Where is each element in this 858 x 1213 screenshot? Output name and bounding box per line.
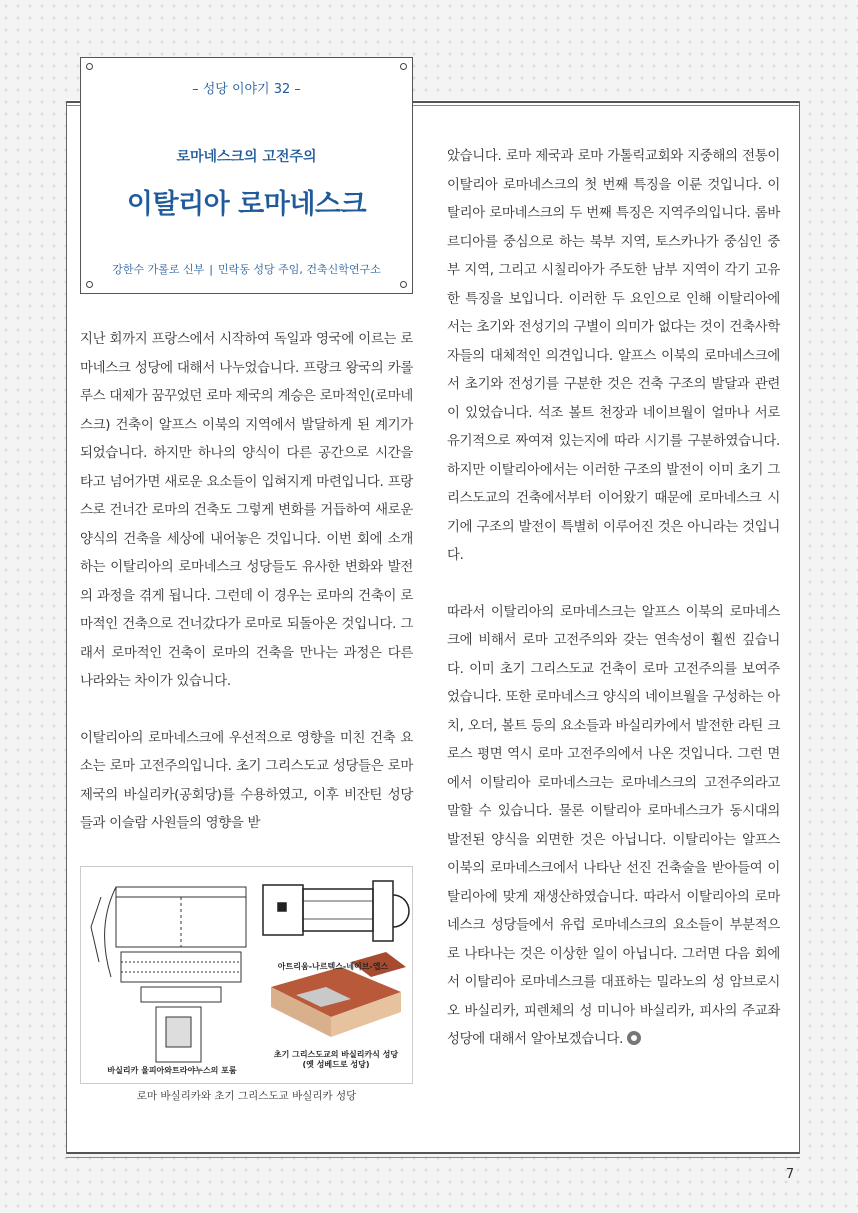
- corner-dot: [86, 63, 93, 70]
- body-paragraph: 지난 회까지 프랑스에서 시작하여 독일과 영국에 이르는 로마네스크 성당에 대해서 나누었습니다. 프랑크 왕국의 카롤루스 대제가 꿈꾸었던 로마 제국의 계승은 로마적인(로마네스크) 건축이 알프스 이북의 지역에서 발달하게 된 계기가 되었습니다. 하지만 하나의 양식이 다른 공간으로 시간을 타고 넘어가면 새로운 요소들이 입혀지게 마련입니다. 프랑스로 건너간 로마의 건축도 그렇게 변화를 거듭하여 새로운 양식의 건축을 세상에 내어놓은 것입니다. 이번 회에 소개하는 이탈리아의 로마네스크 성당들도 유사한 변화와 발전의 과정을 겪게 됩니다. 그런데 이 경우는 로마의 건축이 로마적인 건축으로 건너갔다가 로마로 되돌아온 것입니다. 그래서 로마적인 건축이 로마의 건축을 만나는 과정은 다른 나라와는 차이가 있습니다.: [80, 332, 413, 689]
- body-paragraph-final: [447, 599, 780, 1055]
- render-label-line1: 초기 그리스도교의 바실리카식 성당: [273, 1050, 399, 1059]
- body-paragraph: 았습니다. 로마 제국과 로마 가톨릭교회와 지중해의 전통이 이탈리아 로마네스크의 첫 번째 특징을 이룬 것입니다. 이탈리아 로마네스크의 두 번째 특징은 지역주의입니다. 롬바르디아를 중심으로 하는 북부 지역, 토스카나가 중심인 중부 지역, 그리고 시칠리아가 주도한 남부 지역이 각기 고유한 특징을 보입니다. 이러한 두 요인으로 인해 이탈리아에서는 초기와 전성기의 구별이 의미가 없다는 것이 건축사학자들의 대체적인 의견입니다. 알프스 이북의 로마네스크에서 초기와 전성기를 구분한 것은 건축 구조의 발달과 관련이 있었습니다. 석조 볼트 천장과 네이브월이 얼마나 서로 유기적으로 짜여져 있는지에 따라 시기를 구분하였습니다. 하지만 이탈리아에서는 이러한 구조의 발전이 이미 초기 그리스도교의 건축에서부터 이어왔기 때문에 로마네스크 시기에 구조의 발전이 특별히 이루어진 것은 아니라는 것입니다.: [447, 149, 780, 563]
- article-title: 이탈리아 로마네스크: [126, 189, 367, 220]
- series-label: – 성당 이야기 32 –: [192, 82, 301, 97]
- author-role: 민락동 성당 주임, 건축신학연구소: [217, 263, 381, 276]
- article-subtitle: 로마네스크의 고전주의: [176, 149, 317, 165]
- figure: [80, 866, 413, 1104]
- right-border: [799, 101, 800, 1154]
- end-mark-icon: [627, 1031, 641, 1045]
- author-line: [81, 261, 412, 277]
- left-border: [66, 101, 67, 1154]
- figure-caption: 로마 바실리카와 초기 그리스도교 바실리카 성당: [136, 1090, 357, 1102]
- body-paragraph-text: 따라서 이탈리아의 로마네스크는 알프스 이북의 로마네스크에 비해서 로마 고전주의와 갖는 연속성이 훨씬 깊습니다. 이미 초기 그리스도교 건축이 로마 고전주의를 보여주었습니다. 또한 로마네스크 양식의 네이브월을 구성하는 아치, 오더, 볼트 등의 요소들과 바실리카에서 발전한 라틴 크로스 평면 역시 로마 고전주의에서 나온 것입니다. 그런 면에서 이탈리아 로마네스크는 로마네스크의 고전주의라고 말할 수 있습니다. 물론 이탈리아 로마네스크가 동시대의 발전된 양식을 외면한 것은 아닙니다. 이탈리아는 알프스 이북의 로마네스크에서 나타난 선진 건축술을 받아들여 이탈리아에 맞게 재생산하였습니다. 따라서 이탈리아의 로마네스크 성당들에서 유럽 로마네스크의 요소들이 부분적으로 나타나는 것은 이상한 일이 아닙니다. 그러면 다음 회에서 이탈리아 로마네스크를 대표하는 밀라노의 성 암브로시오 바실리카, 피렌체의 성 미니아 바실리카, 피사의 주교좌성당에 대해서 알아보겠습니다.: [447, 604, 780, 1047]
- author-name: 강한수 가롤로 신부: [112, 263, 205, 276]
- page-number: 7: [785, 1167, 795, 1182]
- corner-dot: [400, 281, 407, 288]
- bottom-rule: [66, 1152, 800, 1154]
- basilica-plan-drawing: [263, 881, 409, 941]
- forum-plan-drawing: [91, 887, 246, 1062]
- right-column: [447, 143, 780, 1055]
- corner-dot: [86, 281, 93, 288]
- corner-dot: [400, 63, 407, 70]
- plan-left-label: 바실리카 울피아와트라야누스의 포룸: [107, 1066, 237, 1075]
- left-column: [80, 326, 413, 839]
- body-paragraph: 이탈리아의 로마네스크에 우선적으로 영향을 미친 건축 요소는 로마 고전주의입니다. 초기 그리스도교 성당들은 로마 제국의 바실리카(공회당)를 수용하였고, 이후 비잔틴 성당들과 이슬람 사원들의 영향을 받: [80, 730, 413, 831]
- plan-right-label: 아트리움-나르텍스-네이브-앱스: [277, 962, 389, 971]
- author-divider: |: [209, 263, 213, 276]
- bottom-rule-thin: [66, 1157, 800, 1158]
- title-box: [80, 57, 413, 294]
- figure-image: [80, 866, 413, 1084]
- render-label-line2: (옛 성베드로 성당): [302, 1060, 370, 1069]
